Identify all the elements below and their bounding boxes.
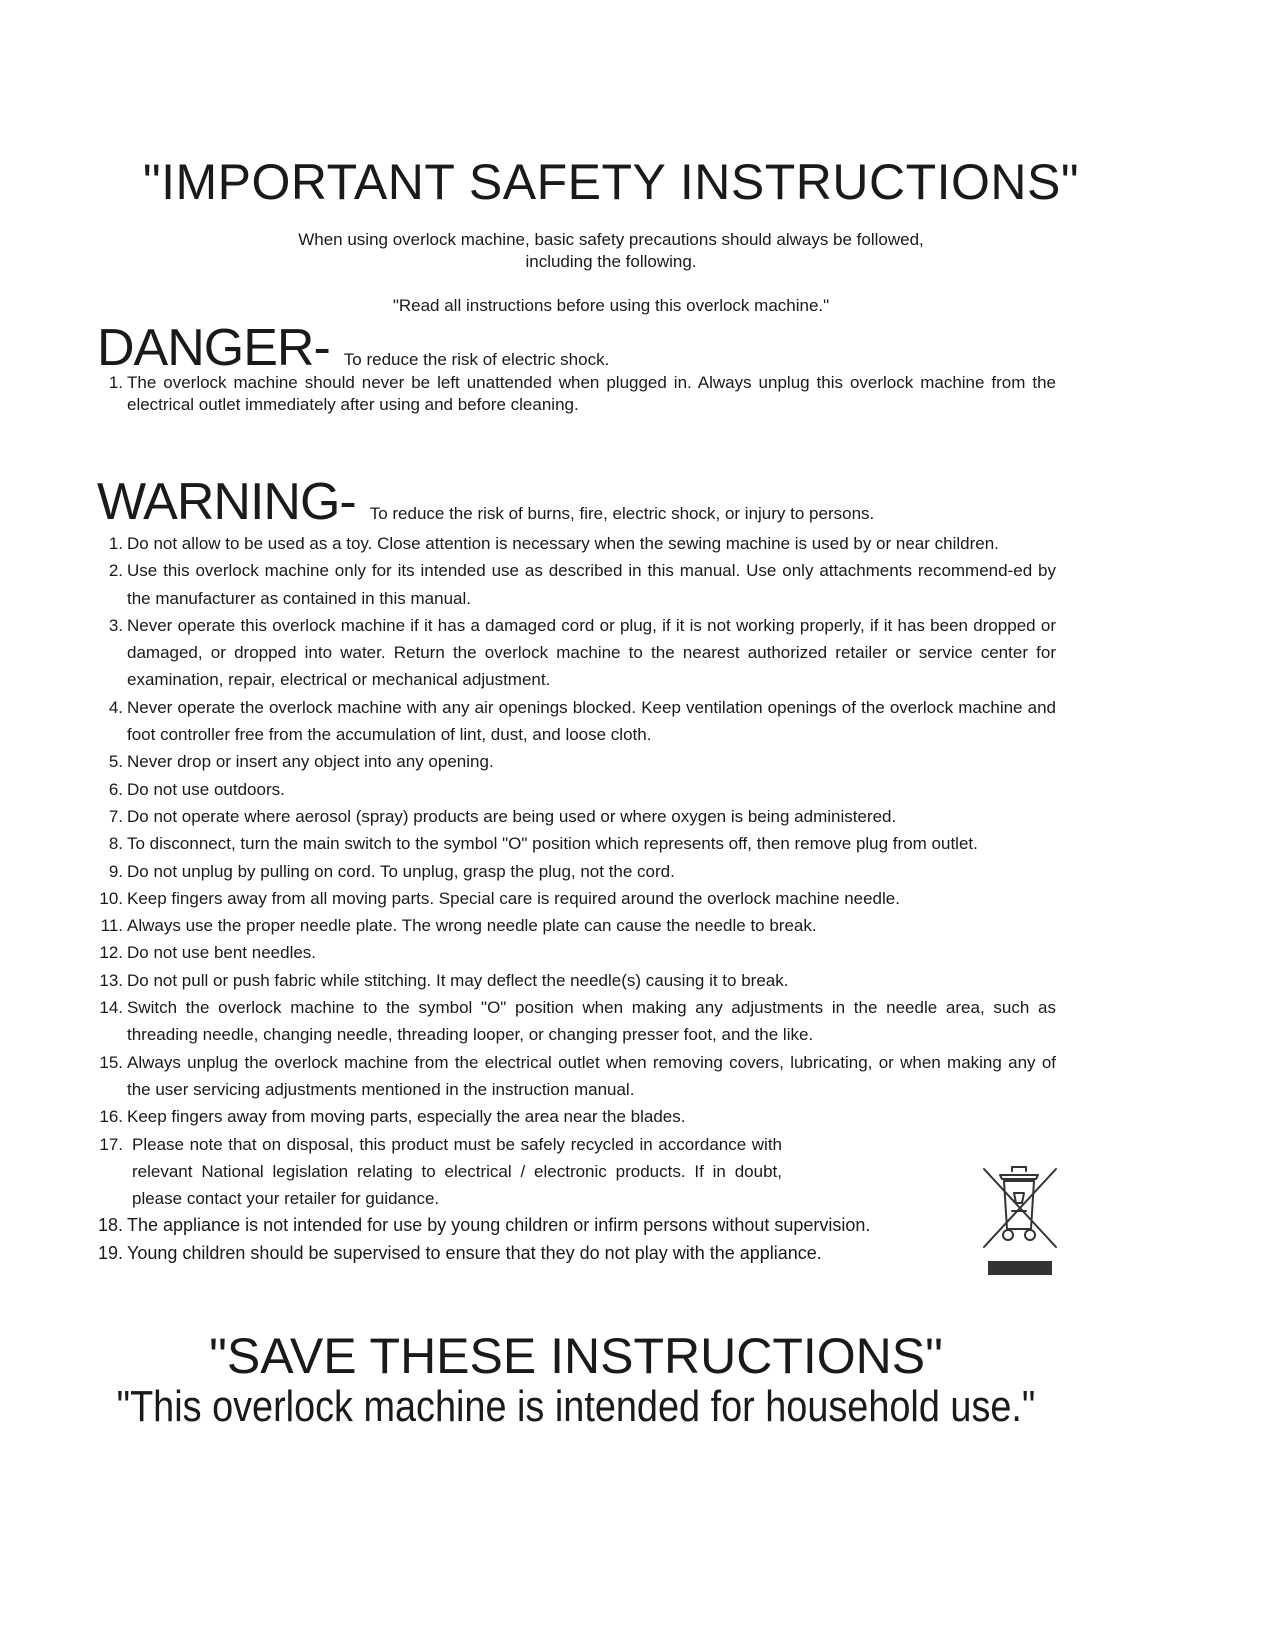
item-text: Keep fingers away from all moving parts. Special care is required around the overlock machine needle. [127, 888, 900, 908]
item-text: Never operate the overlock machine with any air openings blocked. Keep ventilation openings of the overlock machine and foot controller free from the accumulation of lint, dust, and loose cloth. [127, 697, 1056, 745]
item-number: 6. [108, 779, 123, 799]
warning-heading-row [97, 472, 874, 532]
item-text: Do not unplug by pulling on cord. To unplug, grasp the plug, not the cord. [127, 861, 675, 881]
warning-list [98, 530, 1056, 1267]
list-item [98, 748, 1056, 775]
item-text: Never operate this overlock machine if it has a damaged cord or plug, if it is not working properly, if it has been dropped or damaged, or dropped into water. Return the overlock machine to the nearest authorized retailer or service center for examination, repair, electrical or mechanical adjustment. [127, 615, 1056, 690]
list-item [98, 557, 1056, 612]
item-text: Always use the proper needle plate. The wrong needle plate can cause the needle to break. [127, 916, 817, 936]
item-number: 15. [99, 1052, 123, 1072]
item-number: 5. [108, 752, 123, 772]
danger-list [98, 372, 1056, 416]
intro-line-1: When using overlock machine, basic safety precautions should always be followed, [298, 230, 924, 249]
item-number: 1. [108, 373, 123, 392]
item-number: 16. [99, 1107, 123, 1127]
save-instructions-heading: "SAVE THESE INSTRUCTIONS" [209, 1328, 943, 1384]
warning-heading: WARNING- [97, 473, 356, 531]
item-text: Young children should be supervised to ensure that they do not play with the appliance. [127, 1242, 822, 1263]
item-number: 11. [100, 916, 123, 936]
warning-subheading: To reduce the risk of burns, fire, electric shock, or injury to persons. [369, 504, 875, 523]
item-text: Keep fingers away from moving parts, especially the area near the blades. [127, 1107, 686, 1127]
item-text: The overlock machine should never be left unattended when plugged in. Always unplug this overlock machine from the electrical outlet immediately after using and before cleaning. [127, 373, 1056, 414]
list-item [98, 939, 1056, 966]
item-text: Always unplug the overlock machine from the electrical outlet when removing covers, lubricating, or when making any of the user servicing adjustments mentioned in the instruction manual. [127, 1052, 1056, 1099]
household-use-notice: "This overlock machine is intended for household use." [116, 1382, 1036, 1431]
item-number: 17. [99, 1134, 123, 1154]
list-item [98, 372, 1056, 416]
item-text: Switch the overlock machine to the symbol "O" position when making any adjustments in the needle area, such as threading needle, changing needle, threading looper, or changing presser foot, and the like. [127, 998, 1056, 1045]
list-item [98, 1212, 1056, 1239]
crossed-out-wheelie-bin-icon [978, 1163, 1062, 1279]
danger-heading-row [97, 318, 609, 378]
item-number: 18. [98, 1215, 124, 1236]
intro-line-2: including the following. [525, 252, 697, 271]
item-number: 8. [108, 834, 123, 854]
item-number: 19. [98, 1242, 124, 1263]
list-item [98, 1131, 782, 1213]
list-item [98, 776, 1056, 803]
item-text: Do not operate where aerosol (spray) products are being used or where oxygen is being administered. [127, 806, 897, 826]
list-item [98, 994, 1056, 1049]
item-text: To disconnect, turn the main switch to the symbol "O" position which represents off, then remove plug from outlet. [127, 834, 978, 854]
list-item [98, 612, 1056, 694]
list-item [98, 530, 1056, 557]
item-text: Do not allow to be used as a toy. Close attention is necessary when the sewing machine is used by or near children. [127, 534, 999, 553]
list-item [98, 694, 1056, 749]
list-item [98, 967, 1056, 994]
item-number: 14. [99, 998, 123, 1018]
item-number: 10. [99, 888, 123, 908]
item-text: Use this overlock machine only for its intended use as described in this manual. Use only attachments recommend-ed by the manufacturer as contained in this manual. [127, 561, 1056, 608]
item-text: Please note that on disposal, this product must be safely recycled in accordance with relevant National legislation relating to electrical / electronic products. If in doubt, please contact your retailer for guidance. [132, 1134, 782, 1209]
item-number: 3. [108, 615, 123, 635]
item-number: 9. [108, 861, 123, 881]
page-title: "IMPORTANT SAFETY INSTRUCTIONS" [142, 154, 1080, 210]
danger-subheading: To reduce the risk of electric shock. [343, 350, 610, 369]
item-number: 7. [108, 806, 123, 826]
item-text: Do not use bent needles. [127, 943, 317, 963]
list-item [98, 803, 1056, 830]
list-item [98, 912, 1056, 939]
item-number: 12. [99, 943, 123, 963]
list-item [98, 1240, 1056, 1267]
danger-heading: DANGER- [97, 319, 330, 377]
item-text: Do not use outdoors. [127, 779, 285, 799]
item-text: Never drop or insert any object into any opening. [127, 752, 494, 772]
list-item [98, 1049, 1056, 1104]
list-item [98, 885, 1056, 912]
item-text: Do not pull or push fabric while stitching. It may deflect the needle(s) causing it to break. [127, 970, 789, 990]
item-number: 1. [108, 534, 123, 553]
item-number: 13. [99, 970, 123, 990]
intro-read-instructions: "Read all instructions before using this overlock machine." [392, 296, 830, 315]
list-item [98, 1103, 1056, 1130]
item-number: 2. [108, 561, 123, 581]
item-text: The appliance is not intended for use by young children or infirm persons without supervision. [127, 1215, 871, 1236]
list-item [98, 858, 1056, 885]
item-number: 4. [108, 697, 123, 717]
list-item [98, 830, 1056, 857]
